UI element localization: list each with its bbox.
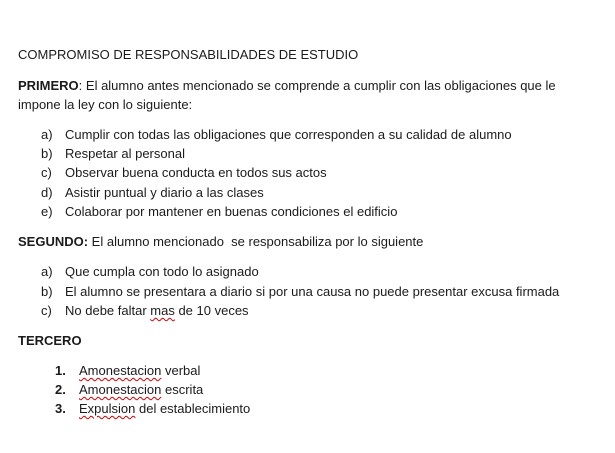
- list-marker: b): [41, 284, 53, 299]
- list-item-text: Colaborar por mantener en buenas condiciones el edificio: [65, 204, 398, 219]
- list-number: 2.: [55, 382, 66, 397]
- list-item-text: Observar buena conducta en todos sus actos: [65, 165, 327, 180]
- list-item: [41, 146, 185, 162]
- list-item-text-before: No debe faltar: [65, 303, 151, 318]
- list-item: [41, 284, 559, 300]
- list-item-text: El alumno se presentara a diario si por una causa no puede presentar excusa firmada: [65, 284, 560, 299]
- list-item: [41, 127, 512, 143]
- primero-text: : El alumno antes mencionado se comprende a cumplir con las obligaciones que le impone la ley con lo siguiente:: [18, 78, 556, 112]
- list-item: [41, 303, 249, 319]
- list-item: [41, 185, 264, 201]
- list-marker: c): [41, 165, 52, 180]
- list-item-text: Cumplir con todas las obligaciones que corresponden a su calidad de alumno: [65, 127, 512, 142]
- list-item-text: Asistir puntual y diario a las clases: [65, 185, 264, 200]
- list-item-text-after: de 10 veces: [174, 303, 249, 318]
- spellcheck-flagged-word[interactable]: Amonestacion: [79, 363, 162, 378]
- list-item-text: Respetar al personal: [65, 146, 185, 161]
- spellcheck-flagged-word[interactable]: Amonestacion: [79, 382, 162, 397]
- primero-label: PRIMERO: [18, 78, 79, 93]
- numbered-item: [55, 401, 250, 417]
- primero-paragraph: [18, 76, 588, 114]
- segundo-label: SEGUNDO:: [18, 234, 89, 249]
- spellcheck-flagged-word[interactable]: mas: [150, 303, 175, 318]
- tercero-label: TERCERO: [18, 333, 82, 348]
- numbered-item: [55, 382, 203, 398]
- segundo-paragraph: [18, 234, 423, 250]
- list-marker: d): [41, 185, 53, 200]
- list-number: 3.: [55, 401, 66, 416]
- list-item: [41, 204, 397, 220]
- segundo-text: El alumno mencionado se responsabiliza por lo siguiente: [88, 234, 424, 249]
- list-marker: e): [41, 204, 53, 219]
- list-marker: a): [41, 127, 53, 142]
- list-item-text-after: verbal: [161, 363, 201, 378]
- list-marker: b): [41, 146, 53, 161]
- list-item: [41, 264, 259, 280]
- list-marker: a): [41, 264, 53, 279]
- document-title: COMPROMISO DE RESPONSABILIDADES DE ESTUDIO: [18, 47, 359, 62]
- numbered-item: [55, 363, 200, 379]
- list-item-text: Que cumpla con todo lo asignado: [65, 264, 259, 279]
- list-number: 1.: [55, 363, 66, 378]
- list-item-text-after: escrita: [161, 382, 204, 397]
- list-item: [41, 165, 327, 181]
- spellcheck-flagged-word[interactable]: Expulsion: [79, 401, 136, 416]
- list-item-text-after: del establecimiento: [135, 401, 251, 416]
- list-marker: c): [41, 303, 52, 318]
